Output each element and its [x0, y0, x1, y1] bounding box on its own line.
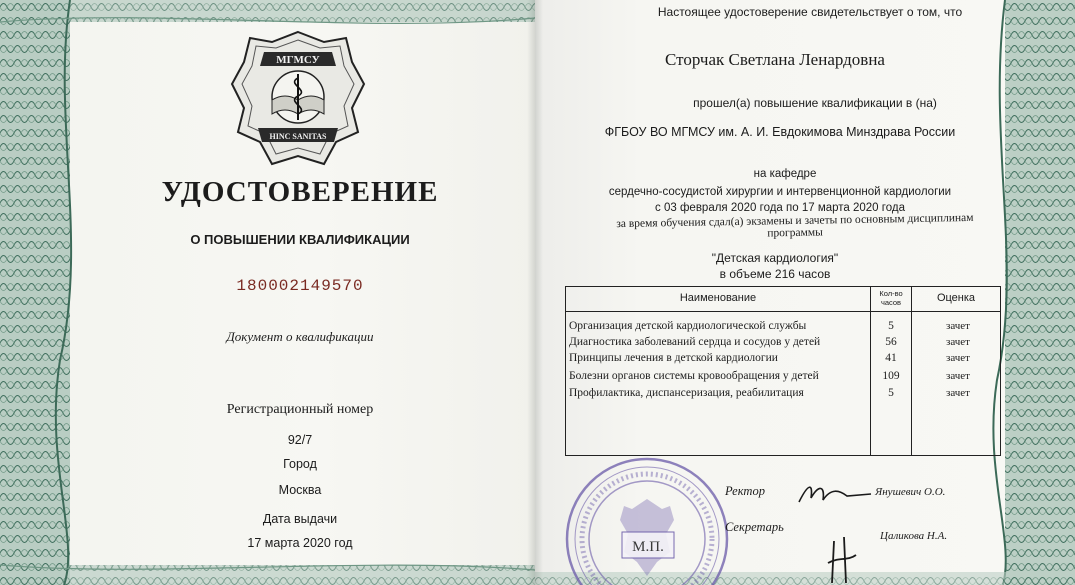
left-page: [0, 0, 535, 585]
training-period: с 03 февраля 2020 года по 17 марта 2020 года: [655, 202, 905, 214]
header-name: Наименование: [679, 292, 757, 304]
row-hours: 56: [885, 336, 897, 348]
row-hours: 5: [888, 387, 894, 399]
table-row: [566, 387, 1000, 403]
document-number: 180002149570: [236, 277, 364, 295]
secretary-signature: [820, 535, 860, 585]
holder-full-name: Сторчак Светлана Ленардовна: [665, 50, 885, 69]
emblem-bottom-text: HINC SANITAS: [269, 132, 327, 141]
department-name: сердечно-сосудистой хирургии и интервенционной кардиологии: [608, 186, 952, 198]
table-row: [566, 336, 1000, 352]
organization-name: ФГБОУ ВО МГМСУ им. А. И. Евдокимова Минздрава России: [604, 125, 956, 139]
header-grade: Оценка: [936, 292, 976, 304]
page-fold: [527, 0, 543, 585]
stamp-mp-text: М.П.: [632, 539, 664, 555]
city-value: Москва: [278, 483, 322, 497]
row-grade: зачет: [945, 320, 970, 332]
header-hours-line-2: часов: [880, 298, 902, 307]
header-cell-grade: [912, 287, 1000, 312]
row-subject: Болезни органов системы кровообращения у детей: [569, 370, 819, 382]
issue-date: 17 марта 2020 год: [247, 536, 353, 550]
header-cell-hours: [871, 287, 911, 312]
row-grade: зачет: [945, 370, 970, 382]
row-hours: 41: [885, 352, 897, 364]
row-grade: зачет: [945, 387, 970, 399]
official-stamp: [562, 454, 732, 585]
secretary-label: Секретарь: [725, 520, 784, 534]
row-hours: 109: [882, 370, 900, 382]
secretary-name: Цаликова Н.А.: [880, 530, 948, 542]
header-hours: [871, 289, 911, 307]
rector-name: Янушевич О.О.: [875, 486, 946, 498]
row-grade: зачет: [945, 336, 970, 348]
registration-label: Регистрационный номер: [226, 402, 374, 417]
row-subject: Организация детской кардиологической службы: [569, 320, 807, 332]
issue-date-label: Дата выдачи: [262, 512, 338, 526]
row-hours: 5: [888, 320, 894, 332]
exams-text-line-1: за время обучения сдал(а) экзамены и зачеты по основным дисциплинам: [616, 211, 974, 231]
exams-text-line-2: программы: [767, 226, 823, 240]
table-row: [566, 320, 1000, 336]
header-hours-line-1: Кол-во: [879, 289, 903, 298]
table-row: [566, 352, 1000, 368]
table-row: [566, 370, 1000, 386]
document-type: Документ о квалификации: [226, 329, 374, 344]
rector-label: Ректор: [725, 484, 765, 498]
row-subject: Принципы лечения в детской кардиологии: [569, 352, 778, 364]
university-emblem: [228, 28, 368, 168]
city-label: Город: [283, 457, 317, 471]
right-page: [535, 0, 1075, 585]
grades-table: [565, 286, 1001, 456]
header-cell-name: [566, 287, 870, 312]
emblem-top-text: МГМСУ: [276, 54, 320, 66]
program-name: "Детская кардиология": [711, 251, 839, 265]
row-subject: Профилактика, диспансеризация, реабилитация: [569, 387, 804, 399]
row-grade: зачет: [945, 352, 970, 364]
certificate-intro: Настоящее удостоверение свидетельствует о том, что: [657, 5, 963, 19]
document-title: УДОСТОВЕРЕНИЕ: [161, 176, 439, 208]
department-label: на кафедре: [753, 168, 817, 180]
rector-signature: [795, 478, 875, 508]
registration-number: 92/7: [287, 433, 313, 447]
program-hours: в объеме 216 часов: [719, 267, 831, 281]
document-subtitle: О ПОВЫШЕНИИ КВАЛИФИКАЦИИ: [190, 232, 410, 247]
passed-text: прошел(а) повышение квалификации в (на): [693, 96, 937, 110]
row-subject: Диагностика заболеваний сердца и сосудов у детей: [569, 336, 821, 348]
